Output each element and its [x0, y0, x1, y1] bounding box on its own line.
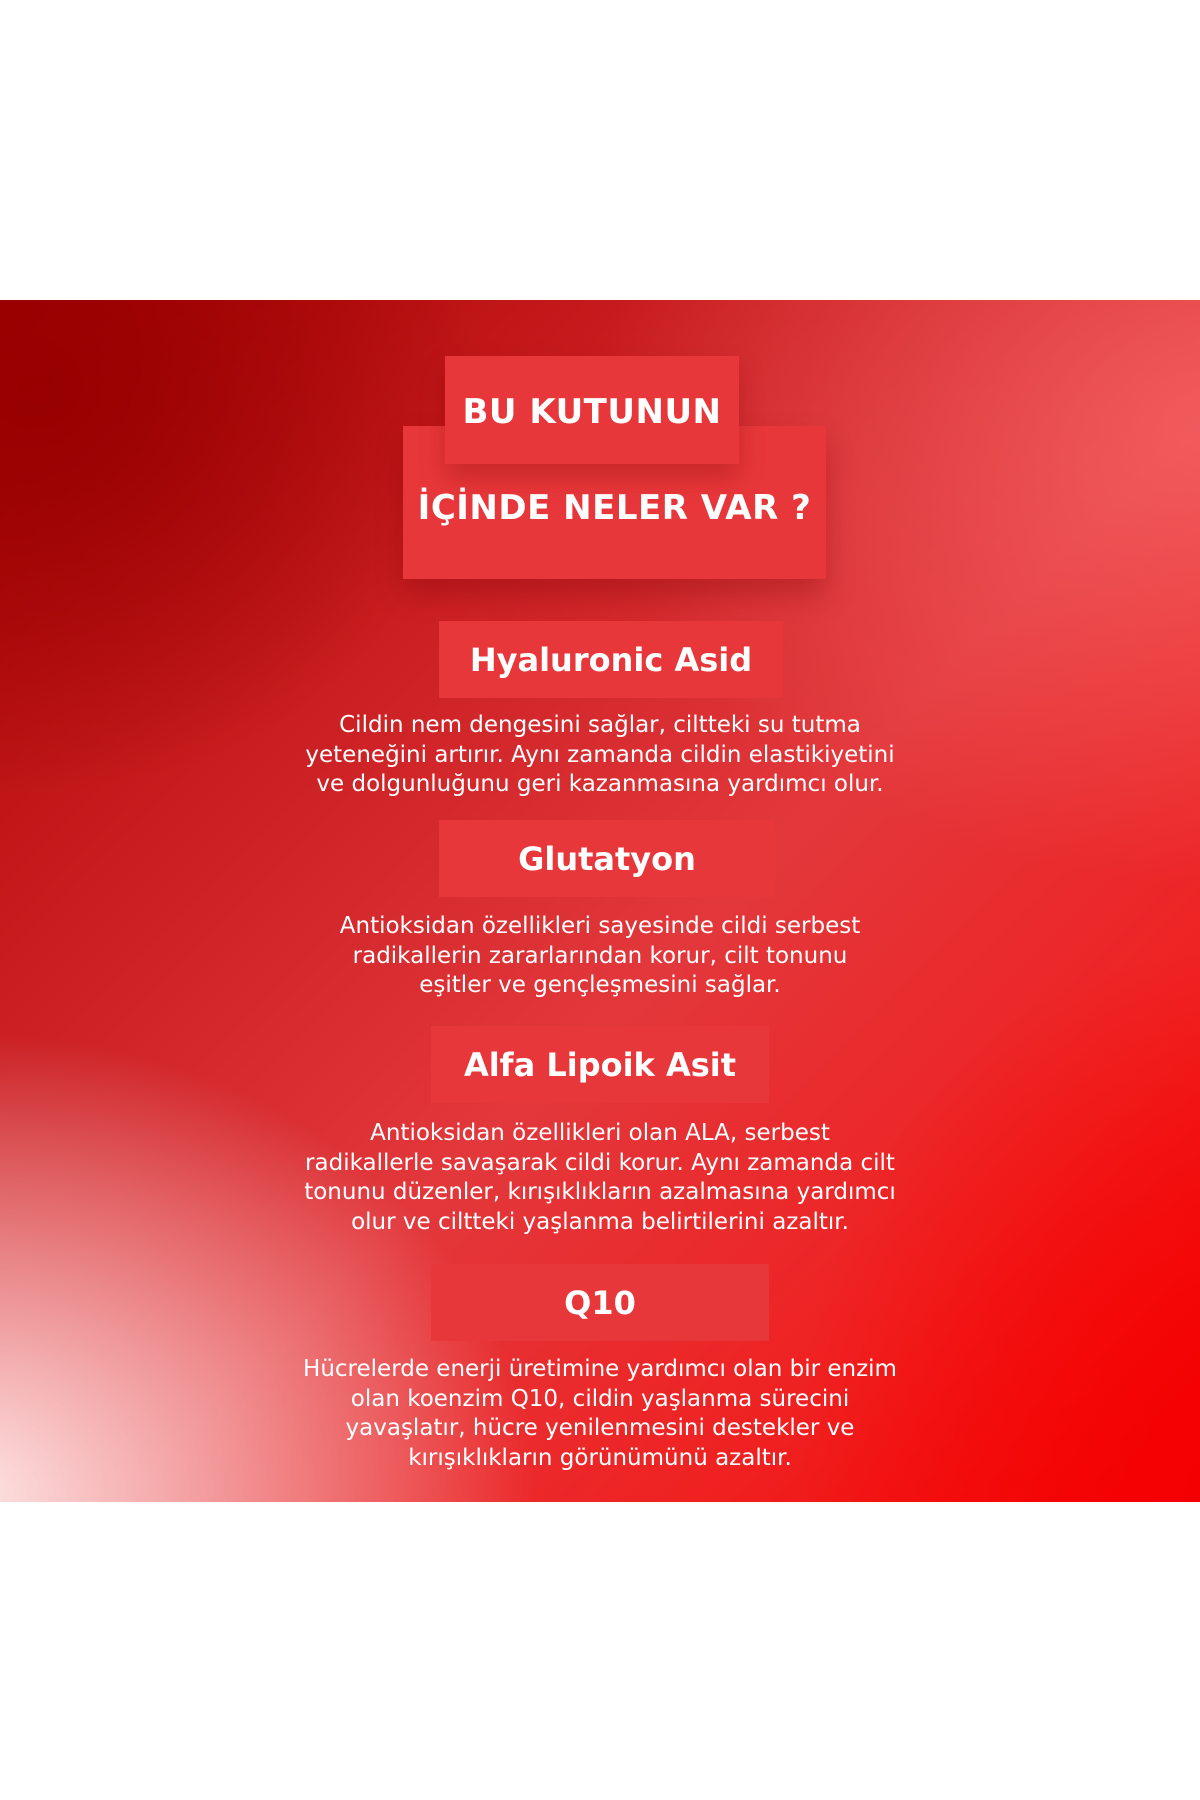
description-line: tonunu düzenler, kırışıklıkların azalmasına yardımcı [304, 1179, 896, 1205]
ingredient-description-q10 [250, 1355, 950, 1473]
ingredient-title-alpha-lipoic-acid [431, 1026, 769, 1103]
ingredient-title-text: Q10 [564, 1283, 636, 1322]
description-line: eşitler ve gençleşmesini sağlar. [419, 972, 781, 998]
ingredient-title-glutathione [439, 820, 775, 897]
description-line: olur ve ciltteki yaşlanma belirtilerini azaltır. [351, 1208, 849, 1235]
ingredient-title-text: Glutatyon [518, 839, 696, 878]
ingredient-description-alpha-lipoic-acid [250, 1119, 950, 1237]
description-line: olan koenzim Q10, cildin yaşlanma sürecini [350, 1385, 850, 1412]
ingredient-title-text: Hyaluronic Asid [469, 640, 753, 679]
ingredient-description-hyaluronic-acid [250, 711, 950, 800]
header-title-line-2: İÇİNDE NELER VAR ? [417, 487, 812, 528]
description-line: radikallerin zararlarından korur, cilt tonunu [352, 942, 848, 969]
description-line: yeteneğini artırır. Aynı zamanda cildin elastikiyetini [305, 741, 895, 768]
description-line: ve dolgunluğunu geri kazanmasına yardımcı olur. [316, 771, 884, 797]
description-line: Hücrelerde enerji üretimine yardımcı olan bir enzim [303, 1356, 897, 1382]
ingredient-title-text: Alfa Lipoik Asit [463, 1045, 737, 1084]
ingredient-title-hyaluronic-acid [439, 621, 783, 698]
ingredient-description-glutathione [250, 912, 950, 1001]
description-line: kırışıklıkların görünümünü azaltır. [408, 1444, 792, 1471]
ingredient-title-q10 [431, 1264, 769, 1341]
info-panel [0, 300, 1200, 1502]
header-title-line-1: BU KUTUNUN [462, 392, 722, 432]
header-banner-line-1 [445, 356, 739, 464]
description-line: Cildin nem dengesini sağlar, ciltteki su tutma [339, 712, 861, 738]
description-line: Antioksidan özellikleri olan ALA, serbest [370, 1120, 830, 1146]
description-line: Antioksidan özellikleri sayesinde cildi serbest [339, 913, 861, 939]
description-line: yavaşlatır, hücre yenilenmesini destekler ve [345, 1415, 855, 1441]
description-line: radikallerle savaşarak cildi korur. Aynı zamanda cilt [305, 1149, 895, 1176]
